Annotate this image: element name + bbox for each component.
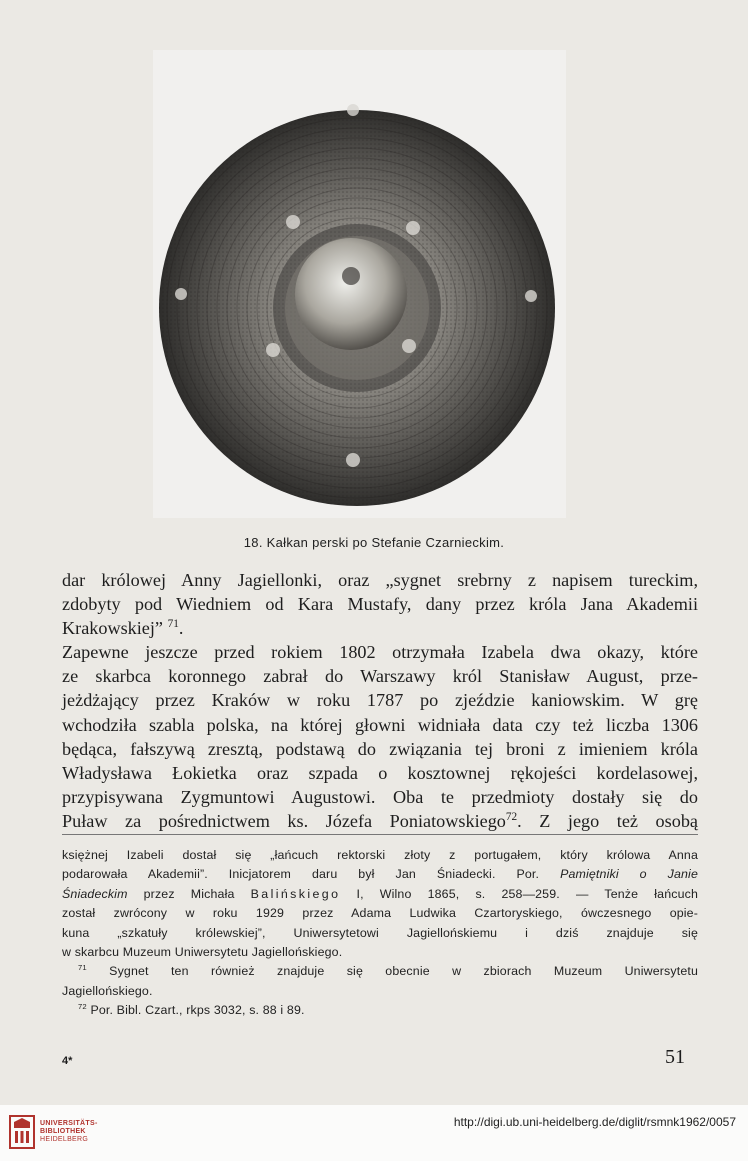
shield-photo (153, 50, 566, 518)
body-line-text: Puław za pośrednictwem ks. Józefa Poniatowskiego (62, 810, 506, 831)
footnote-ref-72[interactable]: 72 (505, 810, 518, 823)
body-line-text: Krakowskiej” (62, 618, 164, 639)
logo-line: UNIVERSITÄTS- (40, 1120, 98, 1127)
body-line: przypisywana Zygmuntowi Augustowi. Oba te przedmioty dostały się do (62, 786, 698, 807)
footnote-number-72: 72 (78, 1002, 87, 1012)
body-line: jeżdżający przez Kraków w roku 1787 po zjeździe kaniowskim. W grę (62, 690, 698, 711)
library-logo-icon[interactable] (8, 1114, 36, 1150)
footnote-line (62, 865, 698, 884)
footnote-divider (62, 834, 698, 835)
footnote-line (62, 1001, 698, 1020)
page-number: 51 (665, 1046, 685, 1068)
footnote-number-71: 71 (78, 963, 87, 973)
footnote-ref-71[interactable]: 71 (167, 618, 179, 631)
footnote-line: Jagiellońskiego. (62, 983, 153, 998)
footnote-author: Balińskiego (250, 886, 341, 901)
footnote-line: w skarbcu Muzeum Uniwersytetu Jagiellońskiego. (62, 945, 343, 960)
body-line: ze skarbca koronnego zabrał do Warszawy król Stanisław August, prze- (62, 666, 698, 687)
permalink-url[interactable]: http://digi.ub.uni-heidelberg.de/diglit/rsmnk1962/0057 (453, 1115, 736, 1129)
body-line (62, 640, 698, 664)
body-line-text: . Z jego też osobą (517, 810, 698, 831)
footnote-line: kuna „szkatuły królewskiej”, Uniwersytetowi Jagiellońskiemu i dziś znajduje się (62, 925, 698, 940)
persian-shield-image (153, 50, 566, 518)
logo-line: HEIDELBERG (40, 1136, 89, 1143)
footnote-text: podarowała Akademii”. Inicjatorem daru był Jan Śniadecki. Por. (62, 867, 540, 882)
library-logo-text (40, 1120, 98, 1144)
body-line: zdobyty pod Wiedniem od Kara Mustafy, dany przez króla Jana Akademii (62, 594, 698, 615)
footnote-text: Por. Bibl. Czart., rkps 3032, s. 88 i 89. (90, 1003, 305, 1018)
footnote-title: Pamiętniki o Janie (560, 867, 698, 882)
footnote-line: został zwrócony w roku 1929 przez Adama Ludwika Czartoryskiego, ówczesnego opie- (62, 906, 698, 921)
body-line (62, 809, 698, 833)
footnote-line: księżnej Izabeli dostał się „łańcuch rektorski złoty z portugałem, który królowa Anna (62, 848, 698, 862)
body-line: Krakowskiej” $^{71}$. (62, 618, 184, 639)
footnote-text: przez Michała (143, 886, 235, 901)
footnote-line (62, 962, 698, 981)
body-text (62, 568, 698, 833)
body-line: dar królowej Anny Jagiellonki, oraz „sygnet srebrny z napisem tureckim, (62, 570, 698, 590)
footnote-text: I, Wilno 1865, s. 258—259. — Tenże łańcuch (356, 886, 699, 901)
logo-line: BIBLIOTHEK (40, 1128, 86, 1135)
printer-signature: 4* (62, 1055, 73, 1067)
body-line: Władysława Łokietka oraz szpada o kosztownej rękojeści kordelasowej, (62, 762, 698, 783)
footnote-line (62, 885, 698, 904)
body-line-text: Zapewne jeszcze przed rokiem 1802 otrzymała Izabela dwa okazy, które (62, 642, 698, 663)
footnote-text: Sygnet ten również znajduje się obecnie w zbiorach Muzeum Uniwersytetu (109, 964, 698, 979)
footnote-title: Śniadeckim (62, 886, 128, 901)
viewer-footer (0, 1105, 748, 1161)
figure-caption: 18. Kałkan perski po Stefanie Czarnieckim. (243, 535, 505, 550)
body-line: wchodziła szabla polska, na której głowni widniała data czy też liczba 1306 (62, 714, 698, 735)
body-line: będąca, fałszywą zresztą, podstawą do związania tej broni z imieniem króla (62, 738, 698, 759)
footnotes (62, 846, 698, 1021)
